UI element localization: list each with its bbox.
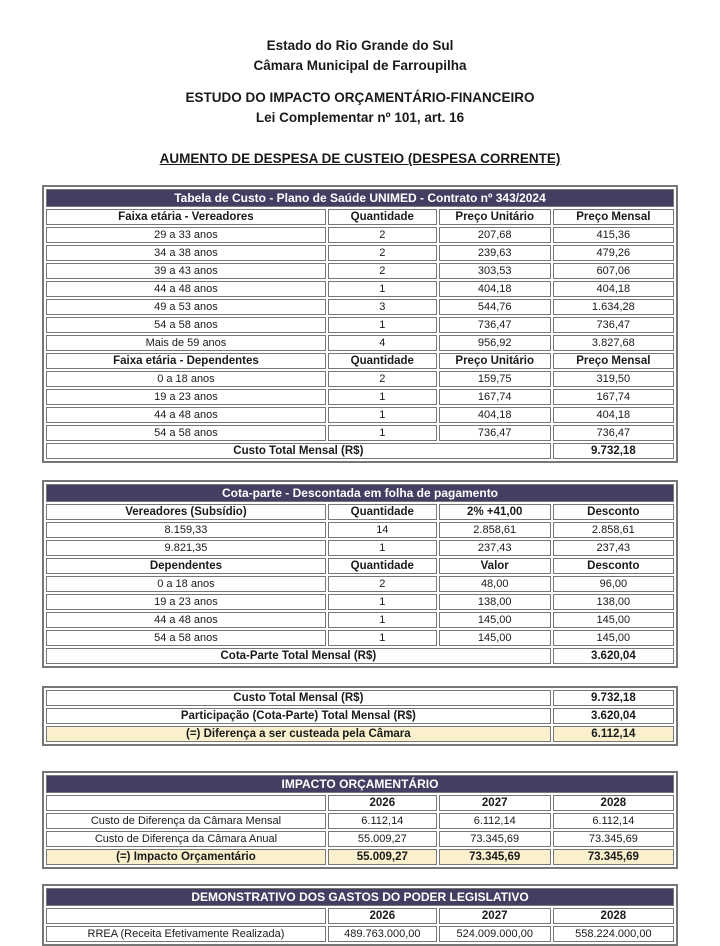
impact-table-title-bar: IMPACTO ORÇAMENTÁRIO [46, 775, 674, 793]
table-row [46, 263, 674, 279]
summary-table [42, 686, 678, 746]
table-cell: 145,00 [553, 630, 674, 646]
table-cell: 44 a 48 anos [46, 281, 326, 297]
column-header: 2% +41,00 [439, 504, 551, 520]
table-cell: 54 a 58 anos [46, 425, 326, 441]
row-label: Custo de Diferença da Câmara Mensal [46, 813, 326, 829]
table-cell: 2 [328, 227, 437, 243]
table-cell: 1 [328, 594, 437, 610]
summary-label: Custo Total Mensal (R$) [46, 690, 551, 706]
doc-title: ESTUDO DO IMPACTO ORÇAMENTÁRIO-FINANCEIRO [185, 90, 535, 105]
cota-dependentes-header-section [46, 558, 674, 574]
table-cell: 0 a 18 anos [46, 371, 326, 387]
empty-cell [46, 795, 326, 811]
value-cell: 73.345,69 [553, 849, 674, 865]
table-cell: 145,00 [439, 612, 551, 628]
summary-value: 6.112,14 [553, 726, 674, 742]
table-cell: 237,43 [439, 540, 551, 556]
column-header: Quantidade [328, 209, 437, 225]
org-name: Câmara Municipal de Farroupilha [253, 58, 467, 73]
doc-law-reference: Lei Complementar nº 101, art. 16 [255, 110, 465, 125]
table-row [46, 576, 674, 592]
org-state: Estado do Rio Grande do Sul [266, 38, 454, 53]
table-cell: 3 [328, 299, 437, 315]
table-cell: 239,63 [439, 245, 551, 261]
table-cell: 1 [328, 407, 437, 423]
table-title-row [46, 775, 674, 793]
year-header: 2028 [553, 795, 674, 811]
table-cell: 1 [328, 281, 437, 297]
table-row [46, 407, 674, 423]
value-cell: 524.009.000,00 [439, 926, 551, 942]
demonstrativo-table [42, 884, 678, 946]
table-cell: 96,00 [553, 576, 674, 592]
table-row [46, 594, 674, 610]
value-cell: 73.345,69 [439, 831, 551, 847]
table-cell: 415,36 [553, 227, 674, 243]
table-cell: 8.159,33 [46, 522, 326, 538]
table-cell: 2 [328, 245, 437, 261]
table-row [46, 425, 674, 441]
summary-value: 9.732,18 [553, 690, 674, 706]
column-header: Quantidade [328, 558, 437, 574]
value-cell: 55.009,27 [328, 849, 437, 865]
table-cell: 404,18 [439, 281, 551, 297]
table-cell: 167,74 [553, 389, 674, 405]
value-cell: 489.763.000,00 [328, 926, 437, 942]
table-cell: 39 a 43 anos [46, 263, 326, 279]
table-cell: 9.821,35 [46, 540, 326, 556]
table-title-row [46, 484, 674, 502]
table-cell: 0 a 18 anos [46, 576, 326, 592]
column-header-row [46, 558, 674, 574]
table-cell: 1 [328, 317, 437, 333]
table-cell: 4 [328, 335, 437, 351]
table-cell: 19 a 23 anos [46, 389, 326, 405]
column-header-row [46, 353, 674, 369]
table-title-row [46, 888, 674, 906]
table-row [46, 612, 674, 628]
table-row [46, 227, 674, 243]
table-cell: 479,26 [553, 245, 674, 261]
column-header: Preço Unitário [439, 353, 551, 369]
total-label: Cota-Parte Total Mensal (R$) [46, 648, 551, 664]
value-cell: 73.345,69 [439, 849, 551, 865]
summary-value: 3.620,04 [553, 708, 674, 724]
year-header: 2026 [328, 795, 437, 811]
table-row [46, 522, 674, 538]
cota-title-section [46, 484, 674, 520]
demo-table-title-bar: DEMONSTRATIVO DOS GASTOS DO PODER LEGISLATIVO [46, 888, 674, 906]
year-header: 2028 [553, 908, 674, 924]
value-cell: 558.224.000,00 [553, 926, 674, 942]
table-row [46, 371, 674, 387]
table-row [46, 540, 674, 556]
total-label: Custo Total Mensal (R$) [46, 443, 551, 459]
document-header [42, 36, 678, 169]
table-cell: 1 [328, 425, 437, 441]
year-header: 2027 [439, 908, 551, 924]
column-header: Valor [439, 558, 551, 574]
cost-dependentes-header-section [46, 353, 674, 369]
table-cell: 1 [328, 612, 437, 628]
table-cell: 404,18 [553, 281, 674, 297]
year-header: 2027 [439, 795, 551, 811]
cost-vereadores-rows [46, 227, 674, 351]
table-cell: 736,47 [439, 317, 551, 333]
table-cell: 138,00 [439, 594, 551, 610]
impact-row [46, 813, 674, 829]
table-cell: Mais de 59 anos [46, 335, 326, 351]
table-row [46, 317, 674, 333]
column-header: Vereadores (Subsídio) [46, 504, 326, 520]
table-cell: 44 a 48 anos [46, 407, 326, 423]
column-header: Quantidade [328, 353, 437, 369]
total-row [46, 648, 674, 664]
cota-parte-table [42, 480, 678, 668]
table-cell: 404,18 [553, 407, 674, 423]
table-cell: 138,00 [553, 594, 674, 610]
years-header-row [46, 908, 674, 924]
table-cell: 1.634,28 [553, 299, 674, 315]
table-cell: 303,53 [439, 263, 551, 279]
table-cell: 167,74 [439, 389, 551, 405]
year-header: 2026 [328, 908, 437, 924]
row-label: RREA (Receita Efetivamente Realizada) [46, 926, 326, 942]
table-cell: 736,47 [553, 317, 674, 333]
value-cell: 6.112,14 [553, 813, 674, 829]
table-cell: 237,43 [553, 540, 674, 556]
value-cell: 6.112,14 [328, 813, 437, 829]
table-cell: 19 a 23 anos [46, 594, 326, 610]
table-row [46, 299, 674, 315]
column-header: Preço Mensal [553, 209, 674, 225]
summary-difference-row [46, 726, 674, 742]
cost-table [42, 185, 678, 463]
table-cell: 207,68 [439, 227, 551, 243]
column-header: Quantidade [328, 504, 437, 520]
table-cell: 319,50 [553, 371, 674, 387]
table-cell: 1 [328, 540, 437, 556]
total-value: 9.732,18 [553, 443, 674, 459]
table-cell: 3.827,68 [553, 335, 674, 351]
table-cell: 2.858,61 [553, 522, 674, 538]
table-cell: 2 [328, 576, 437, 592]
table-cell: 544,76 [439, 299, 551, 315]
cost-table-title-section [46, 189, 674, 225]
table-cell: 44 a 48 anos [46, 612, 326, 628]
column-header: Faixa etária - Vereadores [46, 209, 326, 225]
summary-row [46, 708, 674, 724]
empty-cell [46, 908, 326, 924]
table-cell: 736,47 [439, 425, 551, 441]
column-header: Desconto [553, 504, 674, 520]
rrea-row [46, 926, 674, 942]
table-cell: 736,47 [553, 425, 674, 441]
table-cell: 1 [328, 389, 437, 405]
cost-dependentes-rows [46, 371, 674, 441]
table-cell: 2 [328, 371, 437, 387]
cost-table-title-bar: Tabela de Custo - Plano de Saúde UNIMED - Contrato nº 343/2024 [46, 189, 674, 207]
table-cell: 159,75 [439, 371, 551, 387]
summary-label: Participação (Cota-Parte) Total Mensal (R$) [46, 708, 551, 724]
summary-label: (=) Diferença a ser custeada pela Câmara [46, 726, 551, 742]
column-header: Faixa etária - Dependentes [46, 353, 326, 369]
table-cell: 607,06 [553, 263, 674, 279]
table-cell: 145,00 [439, 630, 551, 646]
table-cell: 54 a 58 anos [46, 630, 326, 646]
cost-total-section [46, 443, 674, 459]
table-cell: 29 a 33 anos [46, 227, 326, 243]
table-cell: 145,00 [553, 612, 674, 628]
total-value: 3.620,04 [553, 648, 674, 664]
column-header: Preço Mensal [553, 353, 674, 369]
table-row [46, 630, 674, 646]
table-row [46, 389, 674, 405]
cota-vereadores-rows [46, 522, 674, 556]
table-cell: 34 a 38 anos [46, 245, 326, 261]
years-header-row [46, 795, 674, 811]
table-cell: 956,92 [439, 335, 551, 351]
table-cell: 2.858,61 [439, 522, 551, 538]
column-header: Desconto [553, 558, 674, 574]
column-header-row [46, 209, 674, 225]
value-cell: 73.345,69 [553, 831, 674, 847]
doc-subtitle: AUMENTO DE DESPESA DE CUSTEIO (DESPESA CORRENTE) [159, 151, 561, 166]
column-header: Preço Unitário [439, 209, 551, 225]
table-row [46, 281, 674, 297]
table-row [46, 335, 674, 351]
row-label: (=) Impacto Orçamentário [46, 849, 326, 865]
table-cell: 14 [328, 522, 437, 538]
table-cell: 54 a 58 anos [46, 317, 326, 333]
cota-dependentes-rows [46, 576, 674, 646]
total-row [46, 443, 674, 459]
column-header-row [46, 504, 674, 520]
impact-total-row [46, 849, 674, 865]
cota-table-title-bar: Cota-parte - Descontada em folha de pagamento [46, 484, 674, 502]
table-cell: 48,00 [439, 576, 551, 592]
summary-row [46, 690, 674, 706]
value-cell: 6.112,14 [439, 813, 551, 829]
cota-total-section [46, 648, 674, 664]
impact-row [46, 831, 674, 847]
table-title-row [46, 189, 674, 207]
impact-table [42, 771, 678, 869]
table-cell: 1 [328, 630, 437, 646]
value-cell: 55.009,27 [328, 831, 437, 847]
column-header: Dependentes [46, 558, 326, 574]
table-cell: 49 a 53 anos [46, 299, 326, 315]
table-cell: 2 [328, 263, 437, 279]
table-cell: 404,18 [439, 407, 551, 423]
row-label: Custo de Diferença da Câmara Anual [46, 831, 326, 847]
table-row [46, 245, 674, 261]
